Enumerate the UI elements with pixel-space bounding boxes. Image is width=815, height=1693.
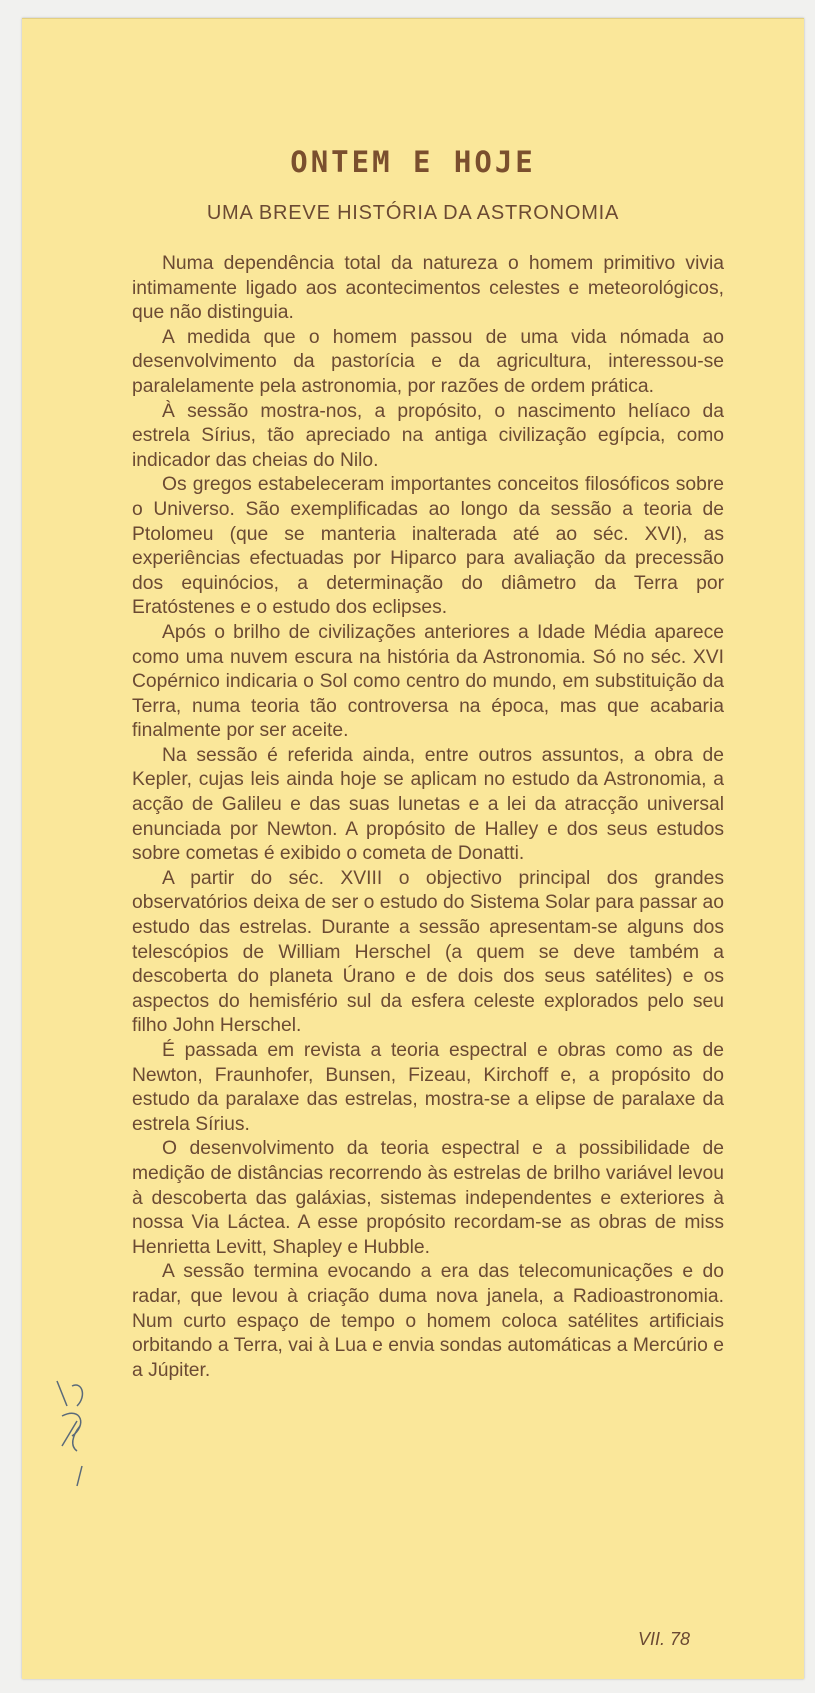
paragraph: O desenvolvimento da teoria espectral e a possibilidade de medição de distâncias recorrendo às estrelas de brilho variável levou à descoberta das galáxias, sistemas independentes e exteriores à nossa Via Láctea. A esse propósito recordam-se as obras de miss Henrietta Levitt, Shapley e Hubble. xyxy=(132,1138,724,1258)
paragraph: A partir do séc. XVIII o objectivo principal dos grandes observatórios deixa de ser o estudo do Sistema Solar para passar ao estudo das estrelas. Durante a sessão apresentam-se alguns dos telescópios de William Herschel (a quem se deve também a descoberta do planeta Úrano e de dois dos seus satélites) e os aspectos do hemisfério sul da esfera celeste explorados pelo seu filho John Herschel. xyxy=(132,867,724,1037)
document-page xyxy=(22,18,804,1679)
handwritten-mark xyxy=(42,1376,132,1496)
paragraph: Numa dependência total da natureza o homem primitivo vivia intimamente ligado aos acontecimentos celestes e meteorológicos, que não distinguia. xyxy=(132,253,724,324)
paragraph: A sessão termina evocando a era das telecomunicações e do radar, que levou à criação duma nova janela, a Radioastronomia. Num curto espaço de tempo o homem coloca satélites artificiais orbitando a Terra, vai à Lua e envia sondas automáticas a Mercúrio e a Júpiter. xyxy=(132,1261,724,1381)
document-title: ONTEM E HOJE xyxy=(290,145,536,179)
paragraph: É passada em revista a teoria espectral e obras como as de Newton, Fraunhofer, Bunsen, Fizeau, Kirchoff e, a propósito do estudo da paralaxe das estrelas, mostra-se a elipse de paralaxe da estrela Sírius. xyxy=(132,1040,724,1135)
body-text xyxy=(132,252,724,1383)
paragraph: À sessão mostra-nos, a propósito, o nascimento helíaco da estrela Sírius, tão apreciado na antiga civilização egípcia, como indicador das cheias do Nilo. xyxy=(132,400,724,471)
document-date: VII. 78 xyxy=(638,1629,691,1649)
paragraph: Na sessão é referida ainda, entre outros assuntos, a obra de Kepler, cujas leis ainda hoje se aplicam no estudo da Astronomia, a acção de Galileu e das suas lunetas e a lei da atracção universal enunciada por Newton. A propósito de Halley e dos seus estudos sobre cometas é exibido o cometa de Donatti. xyxy=(132,744,724,865)
paragraph: Os gregos estabeleceram importantes conceitos filosóficos sobre o Universo. São exemplificadas ao longo da sessão a teoria de Ptolomeu (que se manteria inalterada até ao séc. XVI), as experiências efectuadas por Hiparco para avaliação da precessão dos equinócios, a determinação do diâmetro da Terra por Eratóstenes e o estudo dos eclipses. xyxy=(132,474,724,619)
paragraph: A medida que o homem passou de uma vida nómada ao desenvolvimento da pastorícia e da agricultura, interessou-se paralelamente pela astronomia, por razões de ordem prática. xyxy=(132,326,724,397)
paragraph: Após o brilho de civilizações anteriores a Idade Média aparece como uma nuvem escura na história da Astronomia. Só no séc. XVI Copérnico indicaria o Sol como centro do mundo, em substituição da Terra, numa teoria tão controversa na época, mas que acabaria finalmente por ser aceite. xyxy=(132,621,724,742)
document-subtitle: UMA BREVE HISTÓRIA DA ASTRONOMIA xyxy=(206,202,620,224)
